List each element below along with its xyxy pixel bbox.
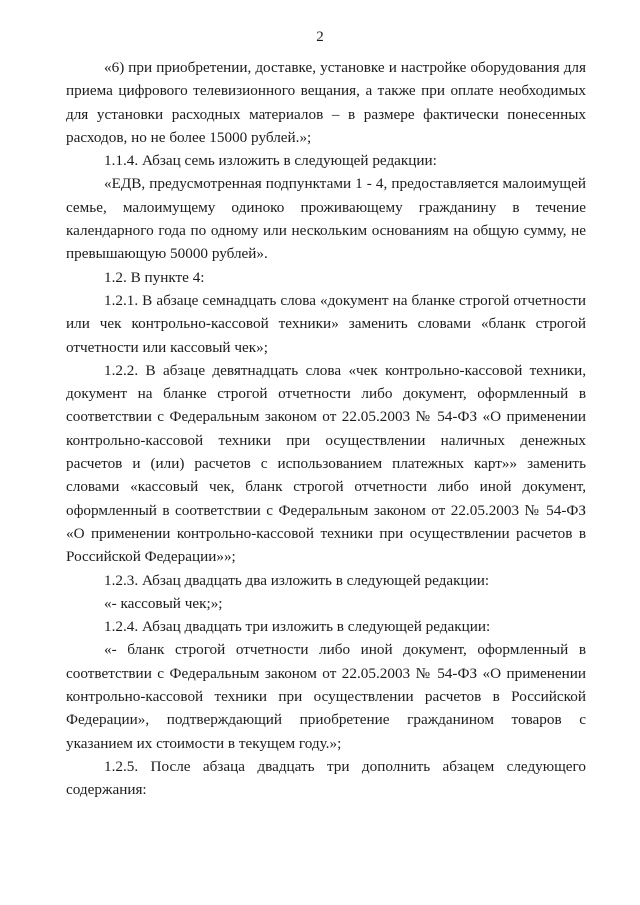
page-number: 2	[316, 29, 324, 45]
paragraph-1-2: 1.2. В пункте 4:	[104, 268, 205, 286]
paragraph-1-2-4: 1.2.4. Абзац двадцать три изложить в следующей редакции:	[104, 618, 491, 636]
paragraph-edv-quote: «ЕДВ, предусмотренная подпунктами 1 - 4, предоставляется малоимущей семье, малоимущему одиноко проживающему гражданину в течение календарного года по одному или нескольким основаниям на общую сумму, не превышающую 50000 рублей».	[66, 175, 586, 263]
paragraph-1-1-4: 1.1.4. Абзац семь изложить в следующей редакции:	[104, 152, 437, 170]
paragraph-1-2-2: 1.2.2. В абзаце девятнадцать слова «чек контрольно-кассовой техники, документ на бланке строгой отчетности либо документ, оформленный в соответствии с Федеральным законом от 22.05.2003 № 54-ФЗ «О применении контрольно-кассовой техники при осуществлении наличных денежных расчетов и (или) расчетов с использованием платежных карт»» заменить словами «кассовый чек, бланк строгой отчетности либо иной документ, оформленный в соответствии с Федеральным законом от 22.05.2003 № 54-ФЗ «О применении контрольно-кассовой техники при осуществлении расчетов в Российской Федерации»»;	[66, 361, 586, 566]
document-body	[66, 56, 586, 802]
paragraph-1-2-5: 1.2.5. После абзаца двадцать три дополнить абзацем следующего содержания:	[66, 757, 586, 799]
paragraph-1-2-3: 1.2.3. Абзац двадцать два изложить в следующей редакции:	[104, 571, 490, 589]
paragraph-1-2-1: 1.2.1. В абзаце семнадцать слова «документ на бланке строгой отчетности или чек контрольно-кассовой техники» заменить словами «бланк строгой отчетности или кассовый чек»;	[66, 291, 586, 356]
paragraph-blank-quote: «- бланк строгой отчетности либо иной документ, оформленный в соответствии с Федеральным законом от 22.05.2003 № 54-ФЗ «О применении контрольно-кассовой техники при осуществлении расчетов в Российской Федерации», подтверждающий приобретение гражданином товаров с указанием их стоимости в текущем году.»;	[66, 641, 586, 752]
paragraph-item-6-quote: «6) при приобретении, доставке, установке и настройке оборудования для приема цифрового телевизионного вещания, а также при оплате необходимых для установки расходных материалов – в размере фактически понесенных расходов, но не более 15000 рублей.»;	[66, 59, 586, 146]
paragraph-cash-receipt-quote: «- кассовый чек;»;	[104, 594, 223, 612]
